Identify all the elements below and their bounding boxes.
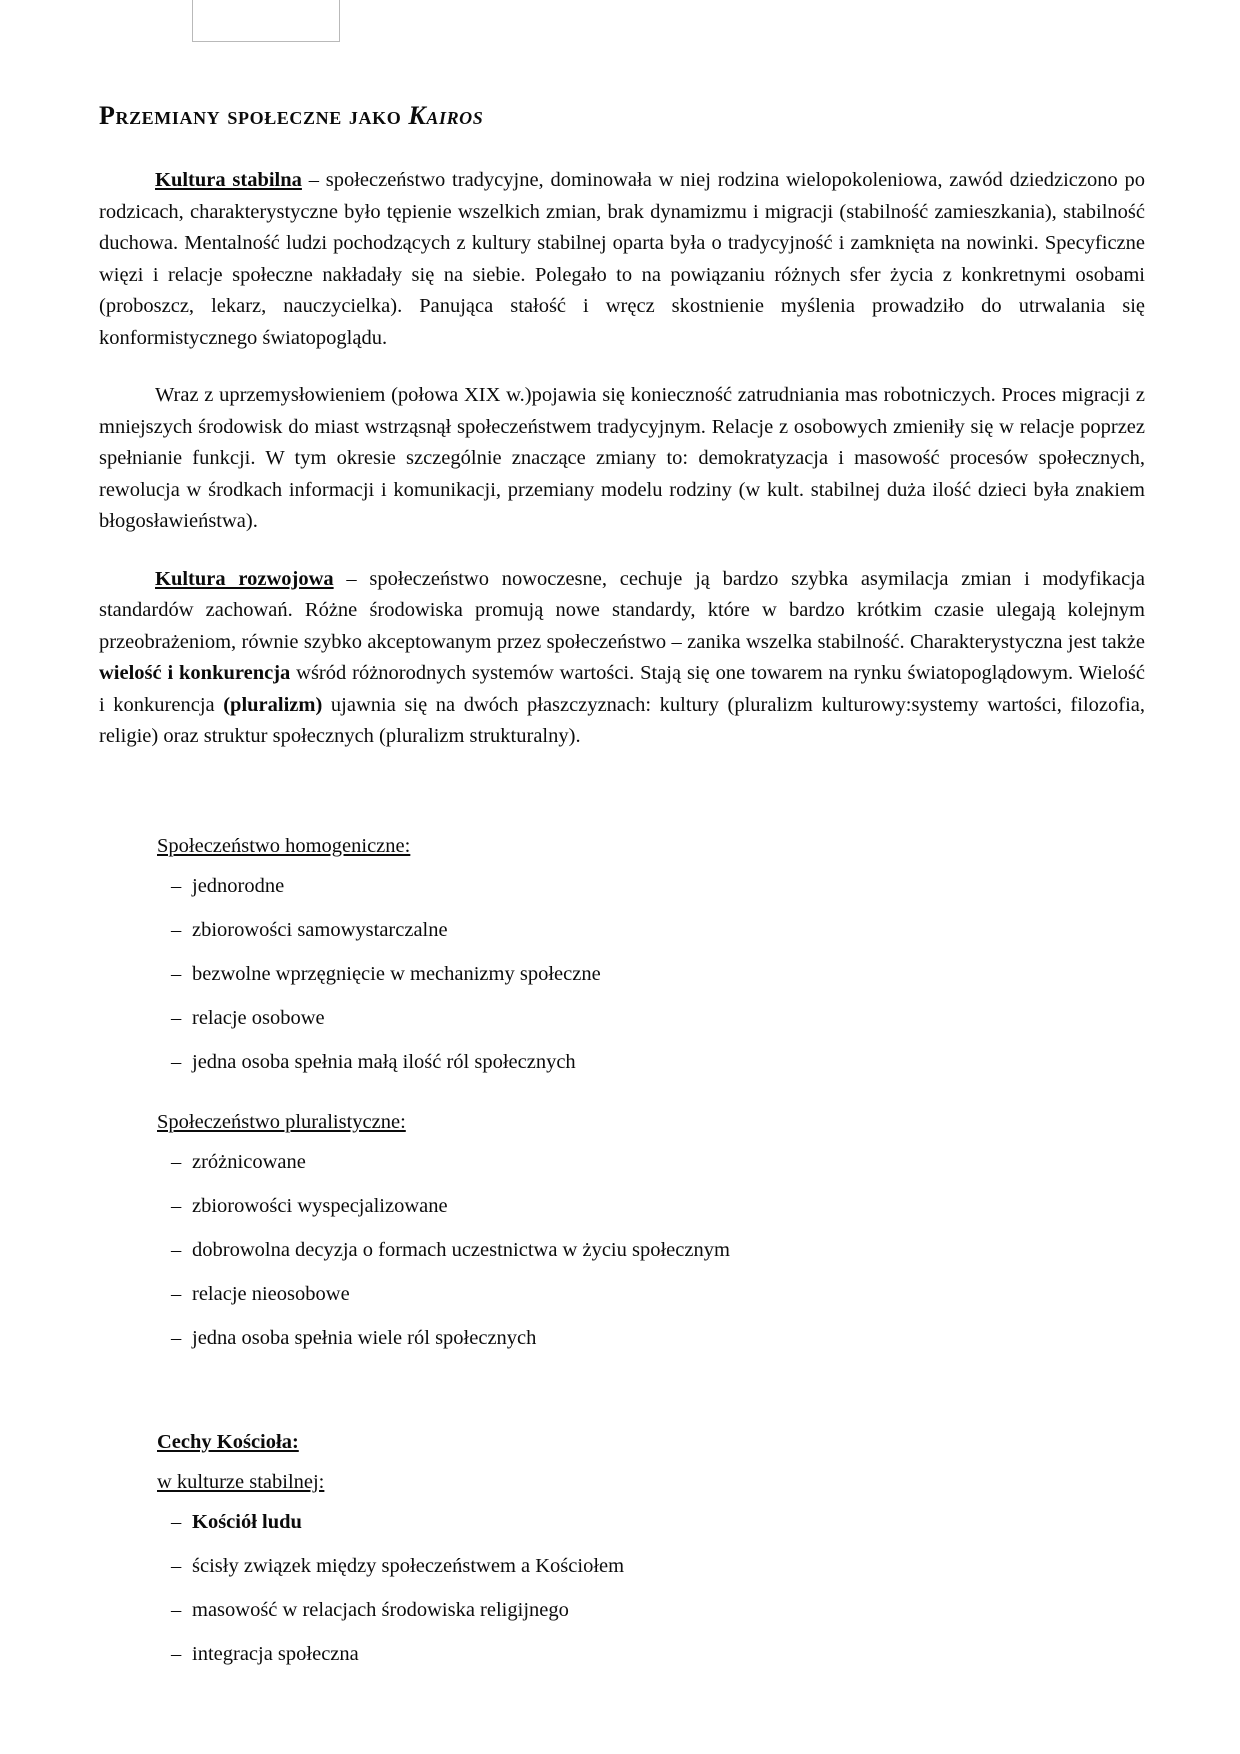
list-item-label: relacje osobowe xyxy=(192,1006,325,1029)
list-item xyxy=(171,1595,1145,1625)
list-item xyxy=(171,871,1145,901)
section-heading-cechy-kosciola: Cechy Kościoła: xyxy=(157,1430,299,1453)
list-item xyxy=(171,1191,1145,1221)
bullet-dash-icon: – xyxy=(171,918,182,941)
bullet-dash-icon: – xyxy=(171,1598,182,1621)
bullet-dash-icon: – xyxy=(171,1326,182,1349)
page-title-italic: Kairos xyxy=(408,101,484,130)
bullet-dash-icon: – xyxy=(171,1050,182,1073)
list-item xyxy=(171,1507,1145,1537)
section-heading-pluralistyczne: Społeczeństwo pluralistyczne: xyxy=(157,1110,406,1133)
list-item-label: jednorodne xyxy=(192,874,285,897)
list-pluralistyczne xyxy=(99,1147,1145,1353)
bullet-dash-icon: – xyxy=(171,1238,182,1261)
list-item xyxy=(171,959,1145,989)
list-item xyxy=(171,1323,1145,1353)
paragraph-kultura-stabilna xyxy=(99,165,1145,354)
list-item xyxy=(171,1047,1145,1077)
header-placeholder-box xyxy=(192,0,340,42)
bullet-dash-icon: – xyxy=(171,1510,182,1533)
section-spoleczenstwo-pluralistyczne xyxy=(99,1107,1145,1353)
bullet-dash-icon: – xyxy=(171,874,182,897)
list-item-label: dobrowolna decyzja o formach uczestnictwa w życiu społecznym xyxy=(192,1238,730,1261)
list-item-label: jedna osoba spełnia małą ilość ról społecznych xyxy=(192,1050,576,1073)
section-cechy-kosciola xyxy=(99,1427,1145,1669)
bullet-dash-icon: – xyxy=(171,1282,182,1305)
page-title-main: Przemiany społeczne jako xyxy=(99,101,409,130)
list-item xyxy=(171,1279,1145,1309)
list-item-label: jedna osoba spełnia wiele ról społecznych xyxy=(192,1326,537,1349)
page-title xyxy=(99,100,1145,131)
list-item-label: zróżnicowane xyxy=(192,1150,306,1173)
paragraph-uprzemyslowienie xyxy=(99,380,1145,538)
bullet-dash-icon: – xyxy=(171,962,182,985)
emphasis-pluralizm: (pluralizm) xyxy=(223,693,323,716)
lead-term-kultura-stabilna: Kultura stabilna xyxy=(155,169,302,192)
list-item-label: zbiorowości wyspecjalizowane xyxy=(192,1194,448,1217)
list-item xyxy=(171,1639,1145,1669)
bullet-dash-icon: – xyxy=(171,1150,182,1173)
spacer-between-sections-2 xyxy=(99,1367,1145,1427)
list-item-label: integracja społeczna xyxy=(192,1642,359,1665)
bullet-dash-icon: – xyxy=(171,1194,182,1217)
list-item-label: masowość w relacjach środowiska religijnego xyxy=(192,1598,569,1621)
list-item xyxy=(171,1551,1145,1581)
section-spoleczenstwo-homogeniczne xyxy=(99,831,1145,1077)
paragraph-uprzemyslowienie-body: Wraz z uprzemysłowieniem (połowa XIX w.)pojawia się konieczność zatrudniania mas robotniczych. Proces migracji z mniejszych środowisk do miast wstrząsnął społeczeństwem tradycyjnym. Relacje z osobowych zmieniły się w relacje poprzez spełnianie funkcji. W tym okresie szczególnie znaczące zmiany to: demokratyzacja i masowość procesów społecznych, rewolucja w środkach informacji i komunikacji, przemiany modelu rodziny (w kult. stabilnej duża ilość dzieci była znakiem błogosławieństwa). xyxy=(99,384,1145,533)
paragraph-rozwojowa-part2: wśród różnorodnych systemów wartości. Stają się one towarem na rynku światopoglądowym. Wielość i konkurencja xyxy=(99,662,1145,716)
paragraph-rozwojowa-part3: ujawnia się na dwóch płaszczyznach: kultury (pluralizm kulturowy:systemy wartości, filozofia, religie) oraz struktur społecznych (pluralizm strukturalny). xyxy=(99,693,1145,748)
paragraph-rozwojowa-part1: – społeczeństwo nowoczesne, cechuje ją bardzo szybka asymilacja zmian i modyfikacja standardów zachowań. Różne środowiska promują nowe standardy, które w bardzo krótkim czasie ulegają kolejnym przeobrażeniom, równie szybko akceptowanym przez społeczeństwo – zanika wszelka stabilność. Charakterystyczna jest także xyxy=(99,567,1145,653)
list-item xyxy=(171,1147,1145,1177)
section-subheading-w-kulturze-stabilnej: w kulturze stabilnej: xyxy=(157,1470,325,1493)
emphasis-wielosc-i-konkurencja: wielość i konkurencja xyxy=(99,662,291,685)
spacer-before-lists xyxy=(99,779,1145,831)
list-item-label: Kościół ludu xyxy=(192,1510,302,1533)
bullet-dash-icon: – xyxy=(171,1554,182,1577)
list-item-label: zbiorowości samowystarczalne xyxy=(192,918,448,941)
list-item-label: bezwolne wprzęgnięcie w mechanizmy społeczne xyxy=(192,962,601,985)
list-item-label: relacje nieosobowe xyxy=(192,1282,350,1305)
list-item xyxy=(171,1003,1145,1033)
spacer-between-sections-1 xyxy=(99,1091,1145,1107)
document-content xyxy=(99,100,1145,1683)
list-item xyxy=(171,915,1145,945)
list-homogeniczne xyxy=(99,871,1145,1077)
list-item xyxy=(171,1235,1145,1265)
bullet-dash-icon: – xyxy=(171,1642,182,1665)
lead-term-kultura-rozwojowa: Kultura rozwojowa xyxy=(155,567,334,590)
paragraph-kultura-stabilna-body: – społeczeństwo tradycyjne, dominowała w niej rodzina wielopokoleniowa, zawód dziedziczono po rodzicach, charakterystyczne było tępienie wszelkich zmian, brak dynamizmu i migracji (stabilność zamieszkania), stabilność duchowa. Mentalność ludzi pochodzących z kultury stabilnej oparta była o tradycyjność i zamknięta na nowinki. Specyficzne więzi i relacje społeczne nakładały się na siebie. Polegało to na powiązaniu różnych sfer życia z konkretnymi osobami (proboszcz, lekarz, nauczycielka). Panująca stałość i wręcz skostnienie myślenia prowadziło do utrwalania się konformistycznego światopoglądu. xyxy=(99,169,1145,349)
paragraph-kultura-rozwojowa xyxy=(99,564,1145,753)
section-heading-homogeniczne: Społeczeństwo homogeniczne: xyxy=(157,834,411,857)
bullet-dash-icon: – xyxy=(171,1006,182,1029)
list-item-label: ścisły związek między społeczeństwem a Kościołem xyxy=(192,1554,625,1577)
list-cechy-kosciola xyxy=(99,1507,1145,1669)
